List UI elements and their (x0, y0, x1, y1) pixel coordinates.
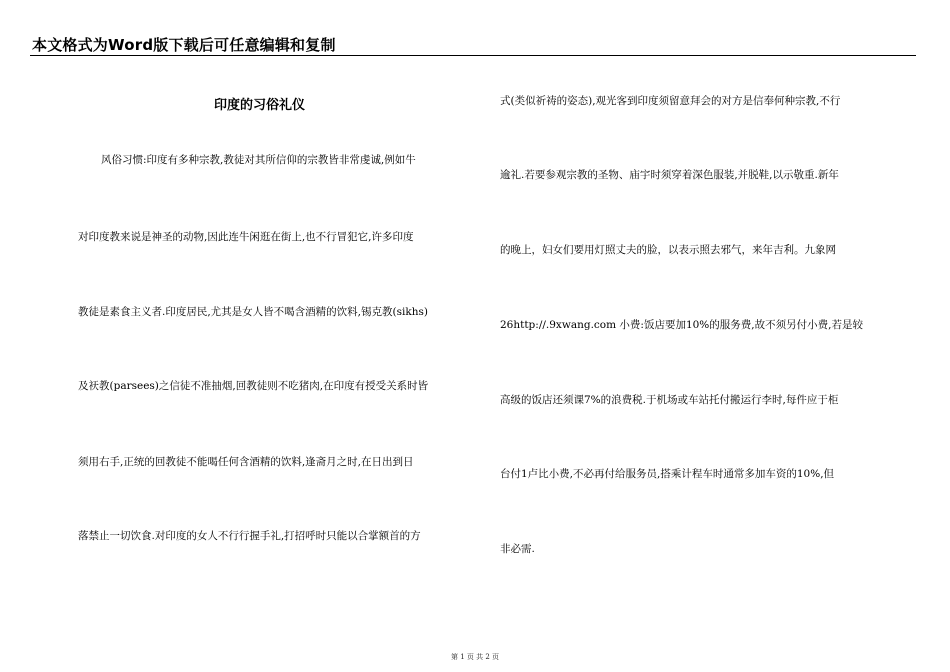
left-line: 落禁止一切饮食.对印度的女人不行行握手礼,打招呼时只能以合掌额首的方 (78, 530, 421, 542)
banner-divider (30, 55, 916, 56)
right-line: 的晚上，妇女们要用灯照丈夫的脸，以表示照去邪气，来年吉利。九象网 (500, 244, 836, 256)
page-number: 第 1 页 共 2 页 (450, 653, 500, 661)
right-line: 非必需. (500, 543, 535, 555)
left-line: 及祆教(parsees)之信徒不准抽烟,回教徒则不吃猪肉,在印度有授受关系时皆 (78, 380, 429, 392)
right-line: 式(类似祈祷的姿态),观光客到印度须留意拜会的对方是信奉何种宗教,不行 (500, 95, 841, 107)
right-line: 高级的饭店还须课7%的浪费税.于机场或车站托付搬运行李时,每件应于柜 (500, 394, 839, 406)
right-line: 逾礼.若要参观宗教的圣物、庙宇时须穿着深色服装,并脱鞋,以示敬重.新年 (500, 169, 839, 181)
download-banner: 本文格式为Word版下载后可任意编辑和复制 (32, 36, 336, 54)
left-line: 教徒是素食主义者.印度居民,尤其是女人皆不喝含酒精的饮料,锡克教(sikhs) (78, 306, 428, 318)
document-title: 印度的习俗礼仪 (214, 98, 306, 113)
left-line: 须用右手,正统的回教徒不能喝任何含酒精的饮料,逢斋月之时,在日出到日 (78, 456, 414, 468)
left-line: 对印度教来说是神圣的动物,因此连牛闲逛在街上,也不行冒犯它,许多印度 (78, 231, 414, 243)
left-line: 风俗习惯:印度有多种宗教,教徒对其所信仰的宗教皆非常虔诚,例如牛 (101, 154, 416, 166)
right-line: 26http://.9xwang.com 小费:饭店要加10%的服务费,故不须另付小费,若是较 (500, 319, 863, 331)
right-line: 台付1卢比小费,不必再付给服务员,搭乘计程车时通常多加车资的10%,但 (500, 468, 835, 480)
